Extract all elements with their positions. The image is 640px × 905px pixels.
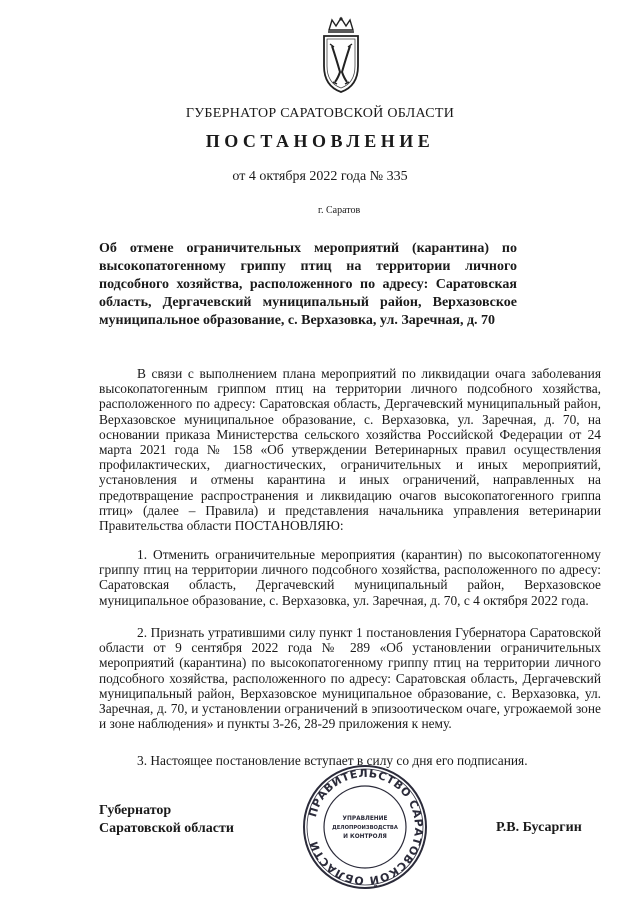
coat-of-arms-icon	[318, 16, 364, 94]
svg-text:ПРАВИТЕЛЬСТВО САРАТОВСКОЙ ОБЛА: ПРАВИТЕЛЬСТВО САРАТОВСКОЙ ОБЛАСТИ	[306, 766, 426, 888]
svg-text:И КОНТРОЛЯ: И КОНТРОЛЯ	[343, 834, 387, 840]
document-date-number: от 4 октября 2022 года № 335	[232, 169, 408, 184]
preamble-paragraph: В связи с выполнением плана мероприятий по ликвидации очага заболевания высокопатогенным гриппом птиц на территории личного подсобного хозяйства, расположенного по адресу: Саратовская область, Дергачевский муниципальный район, Верхазовское муниципальное образование, с. Верхазовка, ул. Заречная, д. 70, на основании приказа Министерства сельского хозяйства Российской Федерации от 24 марта 2021 года № 158 «Об утверждении Ветеринарных правил осуществления профилактических, диагностических, ограничительных и иных мероприятий, установления и отмены карантина и иных ограничений, направленных на предотвращение распространения и ликвидацию очагов высокопатогенного гриппа птиц» (далее – Правила) и представления начальника управления ветеринарии Правительства области ПОСТАНОВЛЯЮ:	[99, 366, 601, 534]
official-seal-stamp	[302, 764, 428, 890]
item-1-paragraph: 1. Отменить ограничительные мероприятия (карантин) по высокопатогенному гриппу птиц на территории личного подсобного хозяйства, расположенного по адресу: Саратовская область, Дергачевский муниципальный район, Верхазовское муниципальное образование, с. Верхазовка, ул. Заречная, д. 70, с 4 октября 2022 года.	[99, 547, 601, 608]
item-2-paragraph: 2. Признать утратившими силу пункт 1 постановления Губернатора Саратовской области от 9 сентября 2022 года № 289 «Об установлении ограничительных мероприятий (карантина) по высокопатогенному гриппу птиц на территории личного подсобного хозяйства, расположенного по адресу: Саратовская область, Дергачевский муниципальный район, Верхазовское муниципальное образование, с. Верхазовка, ул. Заречная, д. 70, и установлении ограничений в эпизоотическом очаге, угрожаемой зоне и зоне наблюдения» и пункты 3-26, 28-29 приложения к нему.	[99, 625, 601, 732]
document-type: ПОСТАНОВЛЕНИЕ	[205, 131, 435, 151]
signer-name: Р.В. Бусаргин	[496, 820, 582, 835]
signer-title-line-1: Губернатор	[99, 803, 172, 818]
svg-text:УПРАВЛЕНИЕ: УПРАВЛЕНИЕ	[342, 816, 388, 822]
document-city: г. Саратов	[318, 205, 361, 216]
issuer-title: ГУБЕРНАТОР САРАТОВСКОЙ ОБЛАСТИ	[185, 106, 455, 121]
document-subject: Об отмене ограничительных мероприятий (карантина) по высокопатогенному гриппу птиц на территории личного подсобного хозяйства, расположенного по адресу: Саратовская область, Дергачевский муниципальный район, Верхазовское муниципальное образование, с. Верхазовка, ул. Заречная, д. 70	[99, 241, 517, 328]
svg-text:ДЕЛОПРОИЗВОДСТВА: ДЕЛОПРОИЗВОДСТВА	[332, 825, 398, 831]
item-3-paragraph: 3. Настоящее постановление вступает в силу со дня его подписания.	[137, 753, 528, 768]
signer-title-line-2: Саратовской области	[99, 821, 234, 836]
signer-title	[99, 802, 234, 838]
